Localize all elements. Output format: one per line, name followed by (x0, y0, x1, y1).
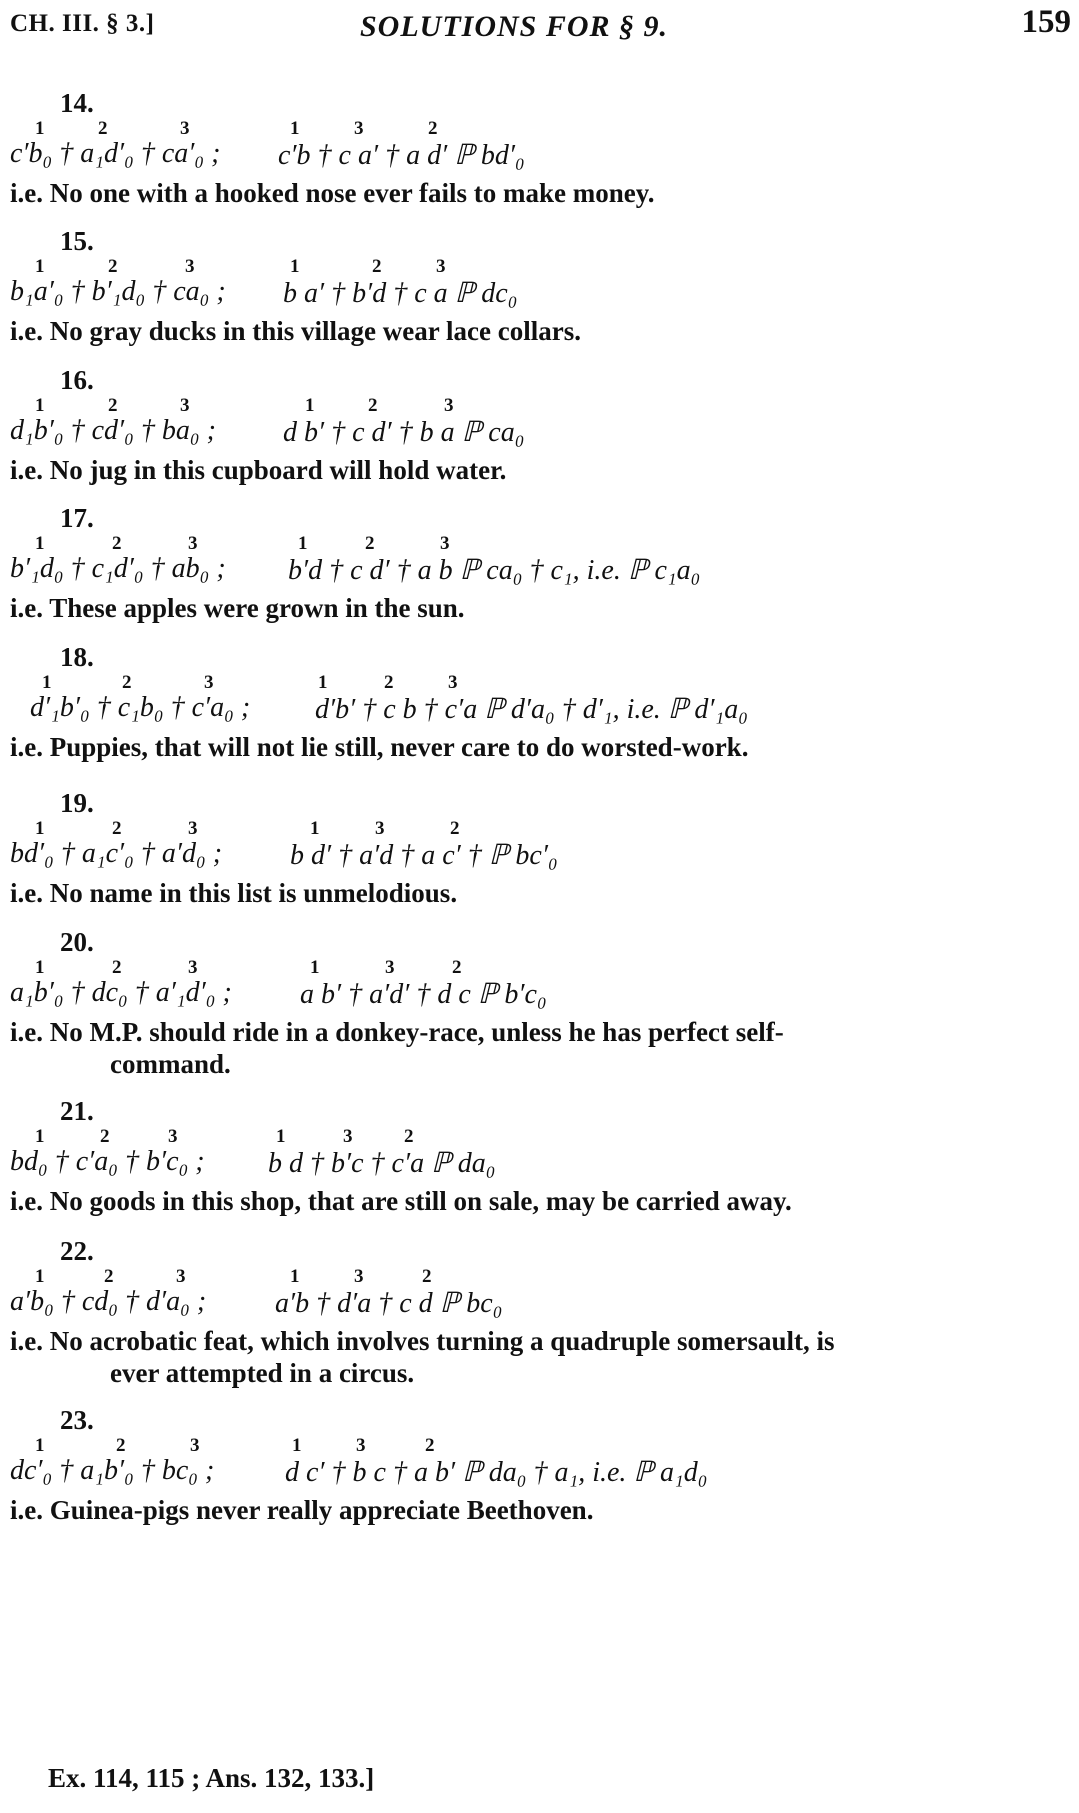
problem-number: 16. (60, 365, 94, 395)
premise-marker: 2 (112, 957, 122, 978)
problem-block (0, 88, 1079, 236)
premise-marker: 3 (180, 118, 190, 139)
problem-number: 18. (60, 642, 94, 672)
conclusion: i.e. No one with a hooked nose ever fails to make money. (10, 178, 655, 208)
working-marker: 2 (422, 1266, 432, 1287)
formula-line (10, 1146, 496, 1179)
working: a b′ † a′d′ † d c ℙ b′c₀ (300, 979, 547, 1010)
working-marker: 1 (276, 1126, 286, 1147)
problem-block (0, 1236, 1079, 1388)
working-marker: 2 (452, 957, 462, 978)
premise-marker: 1 (35, 1435, 45, 1456)
premise-marker: 2 (108, 256, 118, 277)
working-marker: 1 (290, 256, 300, 277)
premise-numbers (0, 256, 1079, 278)
working-marker: 3 (343, 1126, 353, 1147)
premise-marker: 3 (204, 672, 214, 693)
premises: bd₀ † c′a₀ † b′c₀ ; (10, 1146, 205, 1177)
premise-marker: 1 (35, 533, 45, 554)
working-marker: 2 (365, 533, 375, 554)
problem-number: 15. (60, 226, 94, 256)
working-marker: 2 (404, 1126, 414, 1147)
premise-marker: 3 (185, 256, 195, 277)
page-number: 159 (1021, 4, 1071, 40)
working: d c′ † b c † a b′ ℙ da₀ † a₁, i.e. ℙ a₁d₀ (285, 1457, 708, 1488)
formula-line (10, 1286, 503, 1319)
conclusion: i.e. These apples were grown in the sun. (10, 593, 465, 623)
working-marker: 2 (372, 256, 382, 277)
premise-marker: 3 (176, 1266, 186, 1287)
problem-number: 17. (60, 503, 94, 533)
working: b′d † c d′ † a b ℙ ca₀ † c₁, i.e. ℙ c₁a₀ (288, 555, 701, 586)
working: d′b′ † c b † c′a ℙ d′a₀ † d′₁, i.e. ℙ d′₁a₀ (315, 694, 749, 725)
working-marker: 3 (354, 118, 364, 139)
working-marker: 2 (428, 118, 438, 139)
premise-marker: 1 (35, 256, 45, 277)
working-marker: 2 (425, 1435, 435, 1456)
premise-marker: 2 (122, 672, 132, 693)
premise-marker: 3 (188, 957, 198, 978)
problem-number: 21. (60, 1096, 94, 1126)
problem-block (0, 1096, 1079, 1244)
working: b a′ † b′d † c a ℙ dc₀ (283, 278, 518, 309)
conclusion: i.e. No gray ducks in this village wear lace collars. (10, 316, 581, 346)
working-marker: 2 (368, 395, 378, 416)
premise-marker: 2 (112, 818, 122, 839)
problem-block (0, 1405, 1079, 1553)
premises: b₁a′₀ † b′₁d₀ † ca₀ ; (10, 276, 226, 307)
premise-numbers (0, 118, 1079, 140)
premise-numbers (0, 818, 1079, 840)
problem-block (0, 503, 1079, 651)
premise-marker: 1 (35, 1266, 45, 1287)
conclusion: i.e. No acrobatic feat, which involves turning a quadruple somersault, is (10, 1326, 835, 1356)
page-title: SOLUTIONS FOR § 9. (360, 10, 669, 43)
working: c′b † c a′ † a d′ ℙ bd′₀ (278, 140, 525, 171)
premise-numbers (0, 672, 1079, 694)
premise-marker: 2 (98, 118, 108, 139)
cross-reference: Ex. 114, 115 ; Ans. 132, 133.] (48, 1763, 375, 1793)
chapter-header: CH. III. § 3.] (10, 10, 155, 37)
problem-block (0, 642, 1079, 790)
working-marker: 3 (436, 256, 446, 277)
working-marker: 3 (356, 1435, 366, 1456)
conclusion: i.e. No M.P. should ride in a donkey-race, unless he has perfect self- (10, 1017, 784, 1047)
working-marker: 1 (318, 672, 328, 693)
premise-marker: 2 (104, 1266, 114, 1287)
formula-line (10, 838, 558, 871)
premise-numbers (0, 957, 1079, 979)
premise-marker: 1 (35, 818, 45, 839)
premise-marker: 3 (168, 1126, 178, 1147)
premise-marker: 1 (35, 957, 45, 978)
premise-numbers (0, 1266, 1079, 1288)
problem-number: 20. (60, 927, 94, 957)
premise-marker: 2 (100, 1126, 110, 1147)
premises: b′₁d₀ † c₁d′₀ † ab₀ ; (10, 553, 226, 584)
premises: a′b₀ † cd₀ † d′a₀ ; (10, 1286, 207, 1317)
premises: bd′₀ † a₁c′₀ † a′d₀ ; (10, 838, 223, 869)
working: b d † b′c † c′a ℙ da₀ (268, 1148, 496, 1179)
premises: a₁b′₀ † dc₀ † a′₁d′₀ ; (10, 977, 232, 1008)
conclusion: i.e. No name in this list is unmelodious. (10, 878, 458, 908)
premise-marker: 2 (116, 1435, 126, 1456)
premise-marker: 1 (42, 672, 52, 693)
premises: c′b₀ † a₁d′₀ † ca′₀ ; (10, 138, 221, 169)
working-marker: 3 (385, 957, 395, 978)
formula-line (10, 138, 525, 171)
working-marker: 1 (290, 118, 300, 139)
premise-marker: 2 (108, 395, 118, 416)
conclusion: i.e. Puppies, that will not lie still, never care to do worsted-work. (10, 732, 749, 762)
formula-line (10, 977, 547, 1010)
formula-line (10, 553, 701, 586)
working-marker: 1 (292, 1435, 302, 1456)
conclusion: i.e. Guinea-pigs never really appreciate Beethoven. (10, 1495, 594, 1525)
working-marker: 3 (354, 1266, 364, 1287)
working: b d′ † a′d † a c′ † ℙ bc′₀ (290, 840, 558, 871)
working-marker: 1 (290, 1266, 300, 1287)
formula-line (10, 415, 525, 448)
conclusion-continuation: command. (110, 1049, 231, 1079)
premise-marker: 2 (112, 533, 122, 554)
working-marker: 1 (298, 533, 308, 554)
premise-marker: 1 (35, 1126, 45, 1147)
premise-numbers (0, 533, 1079, 555)
conclusion: i.e. No goods in this shop, that are still on sale, may be carried away. (10, 1186, 792, 1216)
problem-number: 14. (60, 88, 94, 118)
premise-marker: 3 (188, 533, 198, 554)
working-marker: 1 (310, 818, 320, 839)
premise-numbers (0, 1435, 1079, 1457)
conclusion: i.e. No jug in this cupboard will hold water. (10, 455, 507, 485)
working-marker: 2 (384, 672, 394, 693)
working: a′b † d′a † c d ℙ bc₀ (275, 1288, 503, 1319)
problem-number: 19. (60, 788, 94, 818)
premise-numbers (0, 1126, 1079, 1148)
formula-line (10, 276, 518, 309)
problem-block (0, 226, 1079, 374)
conclusion-continuation: ever attempted in a circus. (110, 1358, 415, 1388)
working-marker: 3 (375, 818, 385, 839)
premise-marker: 1 (35, 118, 45, 139)
working-marker: 1 (310, 957, 320, 978)
working-marker: 3 (440, 533, 450, 554)
problem-block (0, 365, 1079, 513)
working-marker: 2 (450, 818, 460, 839)
premise-marker: 3 (180, 395, 190, 416)
premises: d₁b′₀ † cd′₀ † ba₀ ; (10, 415, 216, 446)
problem-number: 22. (60, 1236, 94, 1266)
working-marker: 3 (448, 672, 458, 693)
working-marker: 1 (305, 395, 315, 416)
premise-numbers (0, 395, 1079, 417)
problem-block (0, 927, 1079, 1079)
premise-marker: 3 (190, 1435, 200, 1456)
formula-line (10, 1455, 708, 1488)
premises: dc′₀ † a₁b′₀ † bc₀ ; (10, 1455, 215, 1486)
working-marker: 3 (444, 395, 454, 416)
premises: d′₁b′₀ † c₁b₀ † c′a₀ ; (30, 692, 251, 723)
premise-marker: 3 (188, 818, 198, 839)
working: d b′ † c d′ † b a ℙ ca₀ (283, 417, 525, 448)
problem-block (0, 788, 1079, 936)
premise-marker: 1 (35, 395, 45, 416)
problem-number: 23. (60, 1405, 94, 1435)
